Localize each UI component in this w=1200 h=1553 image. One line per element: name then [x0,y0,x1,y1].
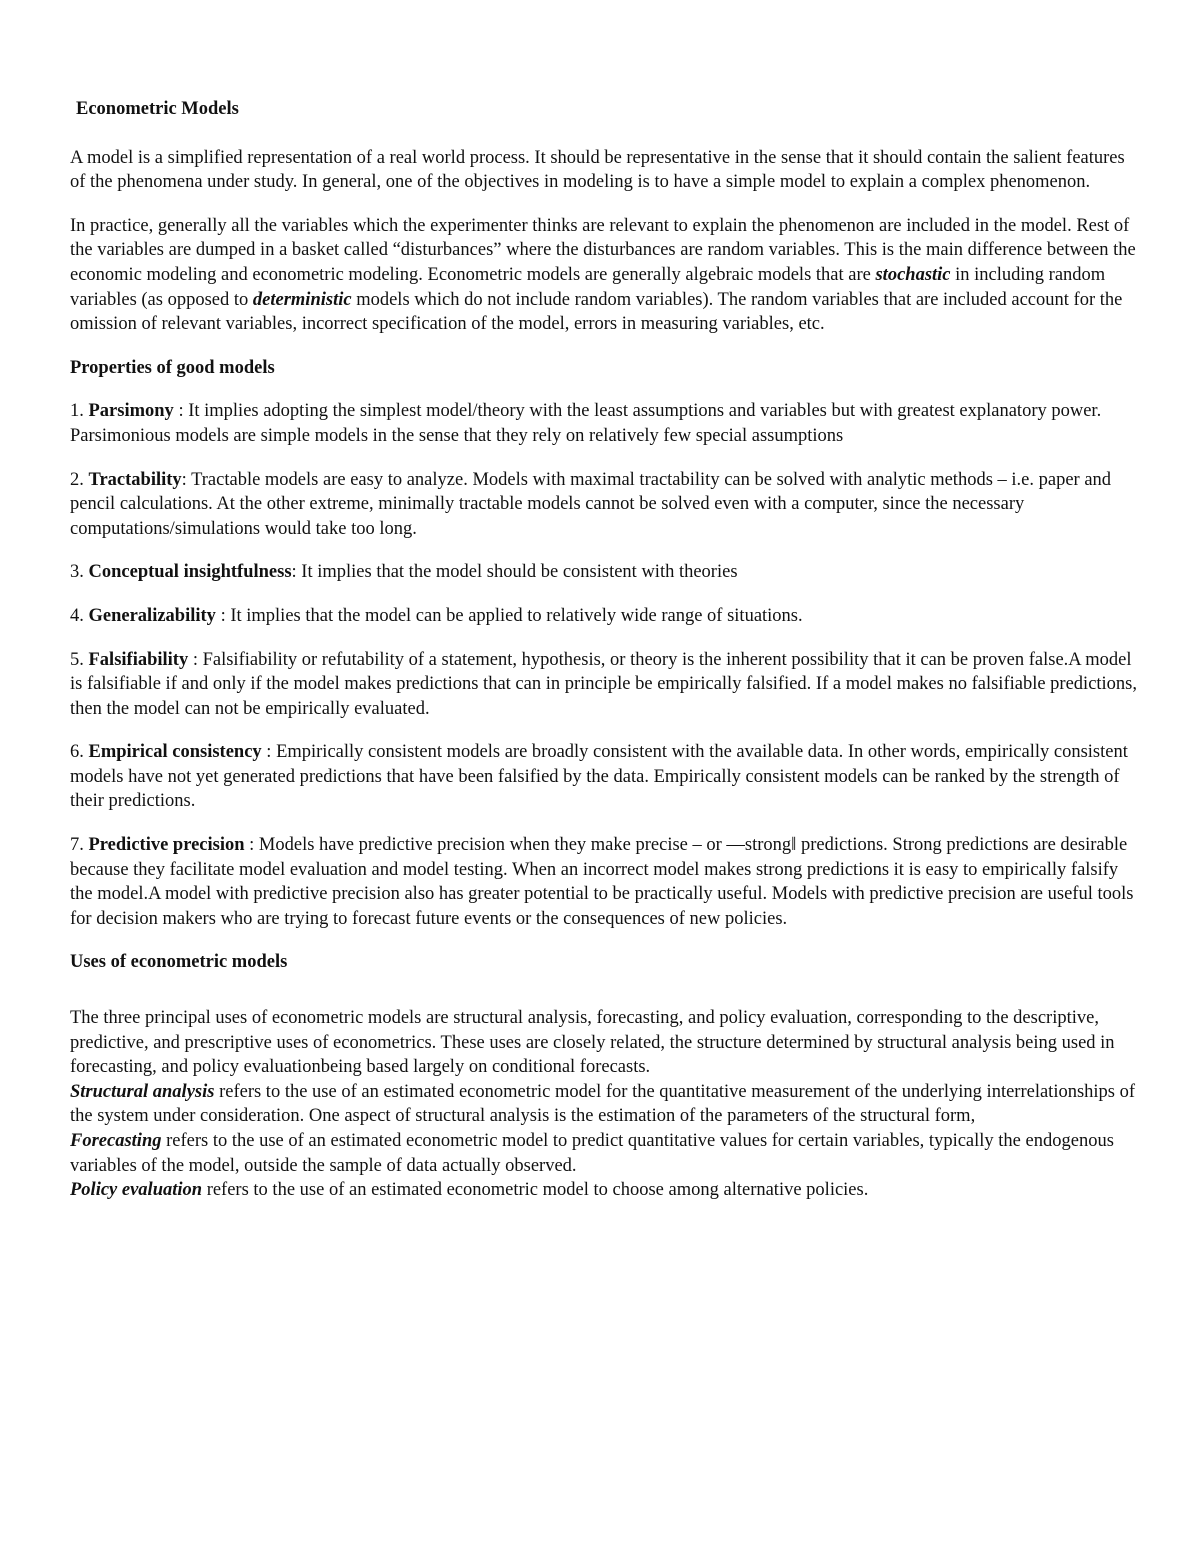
properties-heading: Properties of good models [70,357,275,378]
property-number: 3. [70,562,89,583]
term-deterministic: deterministic [252,289,352,310]
property-name: Empirical consistency [88,742,262,763]
property-separator: : [188,649,203,670]
intro-paragraph: A model is a simplified representation of a real world process. It should be representative in the sense that it should contain the salient features of the phenomena under study. In general, one of the objectives in modeling is to have a simple model to explain a complex phenomenon. [70,147,1125,193]
property-number: 1. [70,401,89,422]
intro-paragraph-2 [70,214,1140,337]
property-text: It implies that the model can be applied to relatively wide range of situations. [230,605,803,626]
property-separator: : [244,835,259,856]
use-text: refers to the use of an estimated econometric model for the quantitative measurement of the underlying interrelationships of the system under consideration. One aspect of structural analysis is the estimation of the parameters of the structural form, [70,1081,1136,1127]
property-name: Conceptual insightfulness [88,562,292,583]
use-term: Structural analysis [70,1081,215,1102]
property-number: 2. [70,469,89,490]
use-item [70,1178,1140,1203]
document-page [70,97,1140,1203]
use-text: refers to the use of an estimated econometric model to choose among alternative policies. [202,1180,869,1201]
property-separator: : [215,605,231,626]
term-stochastic: stochastic [875,264,951,285]
property-item [70,648,1140,722]
property-number: 6. [70,742,89,763]
intro-text-part1: In practice, generally all the variables which the experimenter thinks are relevant to explain the phenomenon are included in the model. Rest of the variables are dumped in a basket called “disturbances” where the disturbances are random variables. This is the main difference between the economic modeling and econometric modeling. Econometric models are generally algebraic models that are [70,215,1136,285]
property-name: Generalizability [88,605,216,626]
property-separator: : [261,742,277,763]
uses-section [70,1006,1140,1203]
property-name: Falsifiability [88,649,189,670]
property-number: 4. [70,605,89,626]
uses-heading: Uses of econometric models [70,952,288,973]
use-item [70,1080,1140,1129]
document-title: Econometric Models [76,99,239,119]
property-item [70,560,1140,585]
use-term: Forecasting [70,1131,162,1151]
property-separator: : [291,562,302,583]
property-number: 7. [70,835,89,856]
property-text: Models have predictive precision when they make precise – or ―strong‖ predictions. Strong predictions are desirable because they facilitate model evaluation and model testing. When an incorrect model makes strong predictions it is easy to empirically falsify the model.A model with predictive precision also has greater potential to be practically useful. Models with predictive precision are useful tools for decision makers who are trying to forecast future events or the consequences of new policies. [70,835,1134,929]
use-term: Policy evaluation [70,1180,203,1201]
intro-text-part3: models which do not include random variables). The random variables that are included account for the omission of relevant variables, incorrect specification of the model, errors in measuring variables, etc. [70,289,1123,335]
property-text: Empirically consistent models are broadly consistent with the available data. In other words, empirically consistent models have not yet generated predictions that have been falsified by the data. Empirically consistent models can be ranked by the strength of their predictions. [70,742,1128,812]
property-name: Parsimony [88,401,174,422]
property-name: Tractability [88,469,182,490]
property-item [70,604,1140,629]
property-item [70,399,1140,448]
use-text: refers to the use of an estimated econometric model to predict quantitative values for certain variables, typically the endogenous variables of the model, outside the sample of data actually observed. [70,1131,1114,1176]
property-separator: : [181,469,192,490]
property-item [70,468,1140,542]
property-text: Tractable models are easy to analyze. Models with maximal tractability can be solved with analytic methods – i.e. paper and pencil calculations. At the other extreme, minimally tractable models cannot be solved even with a computer, since the necessary computations/simulations would take too long. [70,469,1112,539]
property-text: Falsifiability or refutability of a statement, hypothesis, or theory is the inherent possibility that it can be proven false.A model is falsifiable if and only if the model makes predictions that can in principle be empirically falsified. If a model makes no falsifiable predictions, then the model can not be empirically evaluated. [70,649,1138,719]
property-item [70,833,1140,931]
uses-intro: The three principal uses of econometric models are structural analysis, forecasting, and policy evaluation, corresponding to the descriptive, predictive, and prescriptive uses of econometrics. These uses are closely related, the structure determined by structural analysis being used in forecasting, and policy evaluationbeing based largely on conditional forecasts. [70,1008,1115,1078]
property-name: Predictive precision [88,835,245,856]
property-number: 5. [70,649,89,670]
property-separator: : [173,401,189,422]
intro-text-part2: in including random variables (as opposed to [70,264,1106,310]
property-item [70,740,1140,814]
use-item [70,1129,1140,1178]
property-text: It implies that the model should be consistent with theories [301,562,738,583]
property-text: It implies adopting the simplest model/theory with the least assumptions and variables but with greatest explanatory power. Parsimonious models are simple models in the sense that they rely on relatively few special assumptions [70,401,1102,446]
